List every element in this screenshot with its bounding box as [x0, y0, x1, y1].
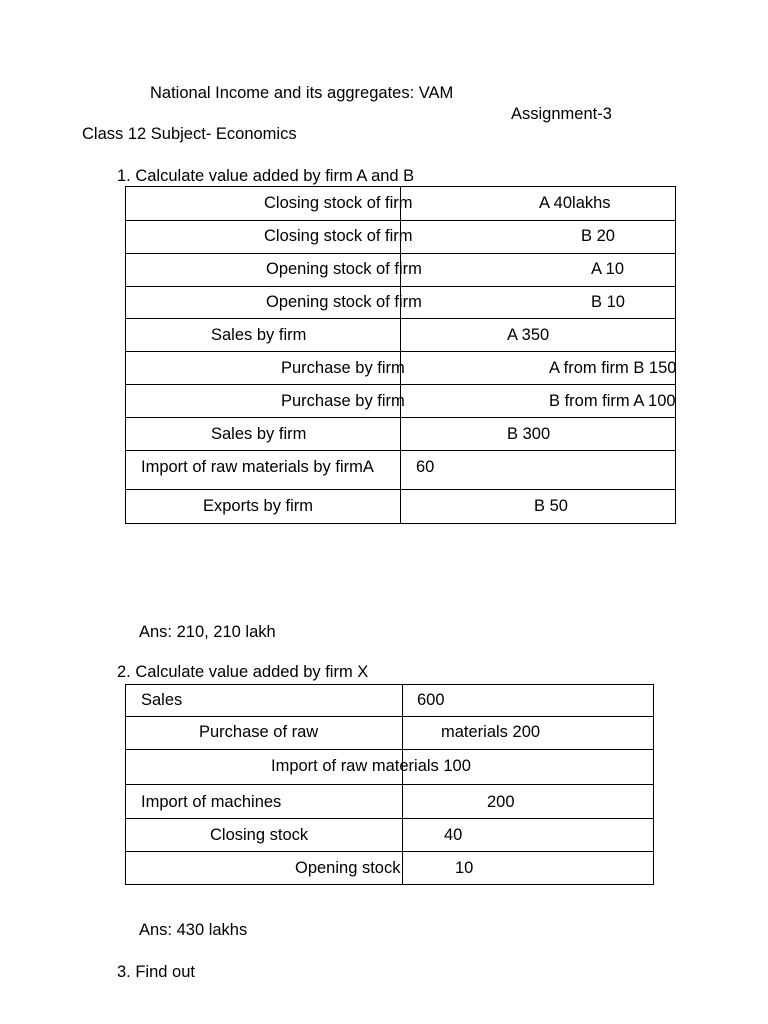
q1-row-label: Purchase by firm	[281, 392, 405, 410]
q2-row-value: 600	[417, 691, 445, 709]
q2-row-divider	[125, 851, 654, 852]
q2-row-value: 200	[487, 793, 515, 811]
q2-row-value: 40	[444, 826, 463, 844]
q1-row-label: Opening stock of firm	[266, 260, 422, 278]
q1-row-value: A from firm B 150	[549, 359, 677, 377]
q1-row-label: Sales by firm	[211, 326, 307, 344]
q1-row-value: B 50	[534, 497, 568, 515]
document-title: National Income and its aggregates: VAM	[150, 84, 454, 102]
q1-row-divider	[125, 417, 676, 418]
class-subject-line: Class 12 Subject- Economics	[82, 125, 297, 143]
q1-row-label: Exports by firm	[203, 497, 314, 515]
q2-row-divider	[125, 716, 654, 717]
q1-row-value: 60	[416, 458, 435, 476]
q1-row-divider	[125, 384, 676, 385]
q1-row-value: A 350	[507, 326, 550, 344]
q2-row-label: Opening stock	[295, 859, 401, 877]
q1-row-divider	[125, 489, 676, 490]
q1-row-divider	[125, 450, 676, 451]
question-1: 1. Calculate value added by firm A and B	[117, 167, 415, 185]
q2-row-divider	[125, 784, 654, 785]
q1-row-label: Import of raw materials by firmA	[141, 458, 374, 476]
q2-row-label: Import of raw materials 100	[271, 757, 471, 775]
q1-row-value: B 300	[507, 425, 551, 443]
q2-row-value: materials 200	[441, 723, 541, 741]
q1-row-divider	[125, 253, 676, 254]
q1-row-label: Closing stock of firm	[264, 227, 413, 245]
q1-row-label: Purchase by firm	[281, 359, 405, 377]
q1-row-label: Opening stock of firm	[266, 293, 422, 311]
q1-row-label: Sales by firm	[211, 425, 307, 443]
answer-1: Ans: 210, 210 lakh	[139, 623, 276, 641]
q2-row-label: Import of machines	[141, 793, 282, 811]
q1-row-divider	[125, 286, 676, 287]
q2-row-value: 10	[455, 859, 474, 877]
q1-row-value: B 20	[581, 227, 615, 245]
q2-row-label: Sales	[141, 691, 183, 709]
q1-row-value: A 40lakhs	[539, 194, 611, 212]
q1-row-value: B from firm A 100	[549, 392, 676, 410]
q1-row-label: Closing stock of firm	[264, 194, 413, 212]
assignment-label: Assignment-3	[511, 105, 612, 123]
q2-row-label: Purchase of raw	[199, 723, 319, 741]
q1-row-value: B 10	[591, 293, 625, 311]
answer-2: Ans: 430 lakhs	[139, 921, 248, 939]
q1-row-divider	[125, 318, 676, 319]
q2-row-divider	[125, 818, 654, 819]
question-2: 2. Calculate value added by firm X	[117, 663, 369, 681]
q1-row-divider	[125, 351, 676, 352]
q2-row-label: Closing stock	[210, 826, 309, 844]
question-3: 3. Find out	[117, 963, 195, 981]
q1-row-value: A 10	[591, 260, 625, 278]
q2-row-divider	[125, 749, 654, 750]
q1-row-divider	[125, 220, 676, 221]
